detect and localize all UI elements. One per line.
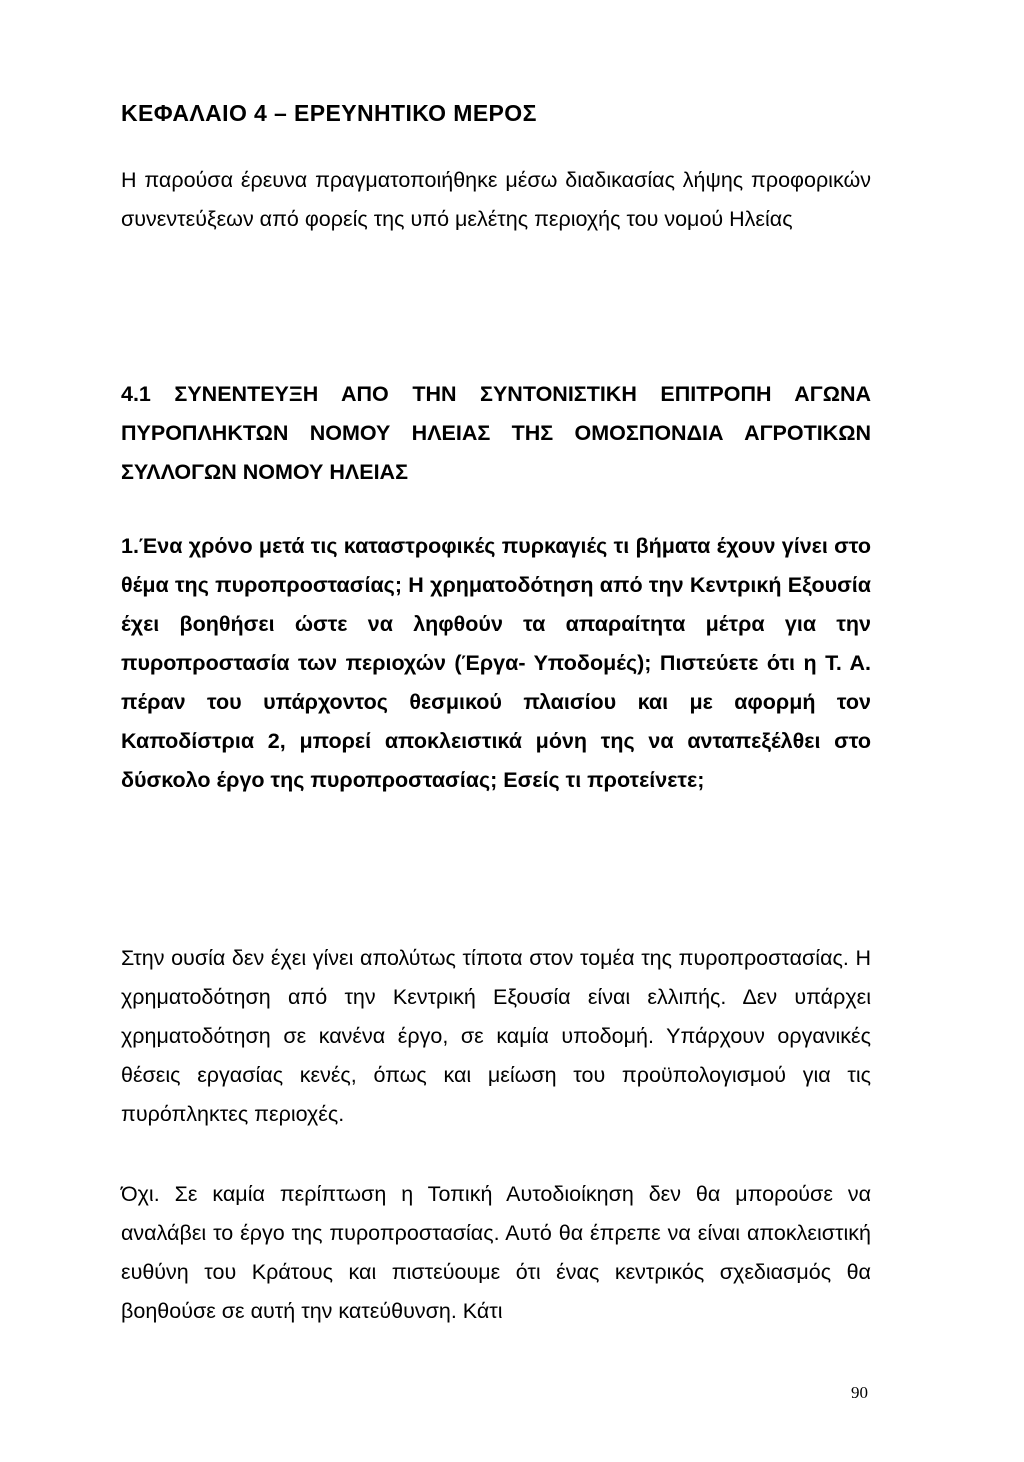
section-heading: 4.1 ΣΥΝΕΝΤΕΥΞΗ ΑΠΟ ΤΗΝ ΣΥΝΤΟΝΙΣΤΙΚΗ ΕΠΙΤΡΟΠΗ ΑΓΩΝΑ ΠΥΡΟΠΛΗΚΤΩΝ ΝΟΜΟΥ ΗΛΕΙΑΣ ΤΗΣ ΟΜΟΣΠΟΝΔΙΑ ΑΓΡΟΤΙΚΩΝ ΣΥΛΛΟΓΩΝ ΝΟΜΟΥ ΗΛΕΙΑΣ	[121, 382, 871, 484]
interview-question: 1.Ένα χρόνο μετά τις καταστροφικές πυρκαγιές τι βήματα έχουν γίνει στο θέμα της πυροπροστασίας; Η χρηματοδότηση από την Κεντρική Εξουσία έχει βοηθήσει ώστε να ληφθούν τα απαραίτητα μέτρα για την πυροπροστασία των περιοχών (Έργα- Υποδομές); Πιστεύετε ότι η Τ. Α. πέραν του υπάρχοντος θεσμικού πλαισίου και με αφορμή τον Καποδίστρια 2, μπορεί αποκλειστικά μόνη της να ανταπεξέλθει στο δύσκολο έργο της πυροπροστασίας; Εσείς τι προτείνετε;	[121, 534, 871, 792]
chapter-title: ΚΕΦΑΛΑΙΟ 4 – ΕΡΕΥΝΗΤΙΚΟ ΜΕΡΟΣ	[121, 100, 537, 126]
intro-paragraph: Η παρούσα έρευνα πραγματοποιήθηκε μέσω διαδικασίας λήψης προφορικών συνεντεύξεων από φορείς της υπό μελέτης περιοχής του νομού Ηλείας	[121, 168, 871, 231]
answer-paragraph: Στην ουσία δεν έχει γίνει απολύτως τίποτα στον τομέα της πυροπροστασίας. Η χρηματοδότηση από την Κεντρική Εξουσία είναι ελλιπής. Δεν υπάρχει χρηματοδότηση σε κανένα έργο, σε καμία υποδομή. Υπάρχουν οργανικές θέσεις εργασίας κενές, όπως και μείωση του προϋπολογισμού για τις πυρόπληκτες περιοχές.	[121, 946, 871, 1126]
answer-paragraph-continued: Όχι. Σε καμία περίπτωση η Τοπική Αυτοδιοίκηση δεν θα μπορούσε να αναλάβει το έργο της πυροπροστασίας. Αυτό θα έπρεπε να είναι αποκλειστική ευθύνη του Κράτους και πιστεύουμε ότι ένας κεντρικός σχεδιασμός θα βοηθούσε σε αυτή την κατεύθυνση. Κάτι	[121, 1182, 871, 1323]
page-number: 90	[851, 1383, 868, 1402]
